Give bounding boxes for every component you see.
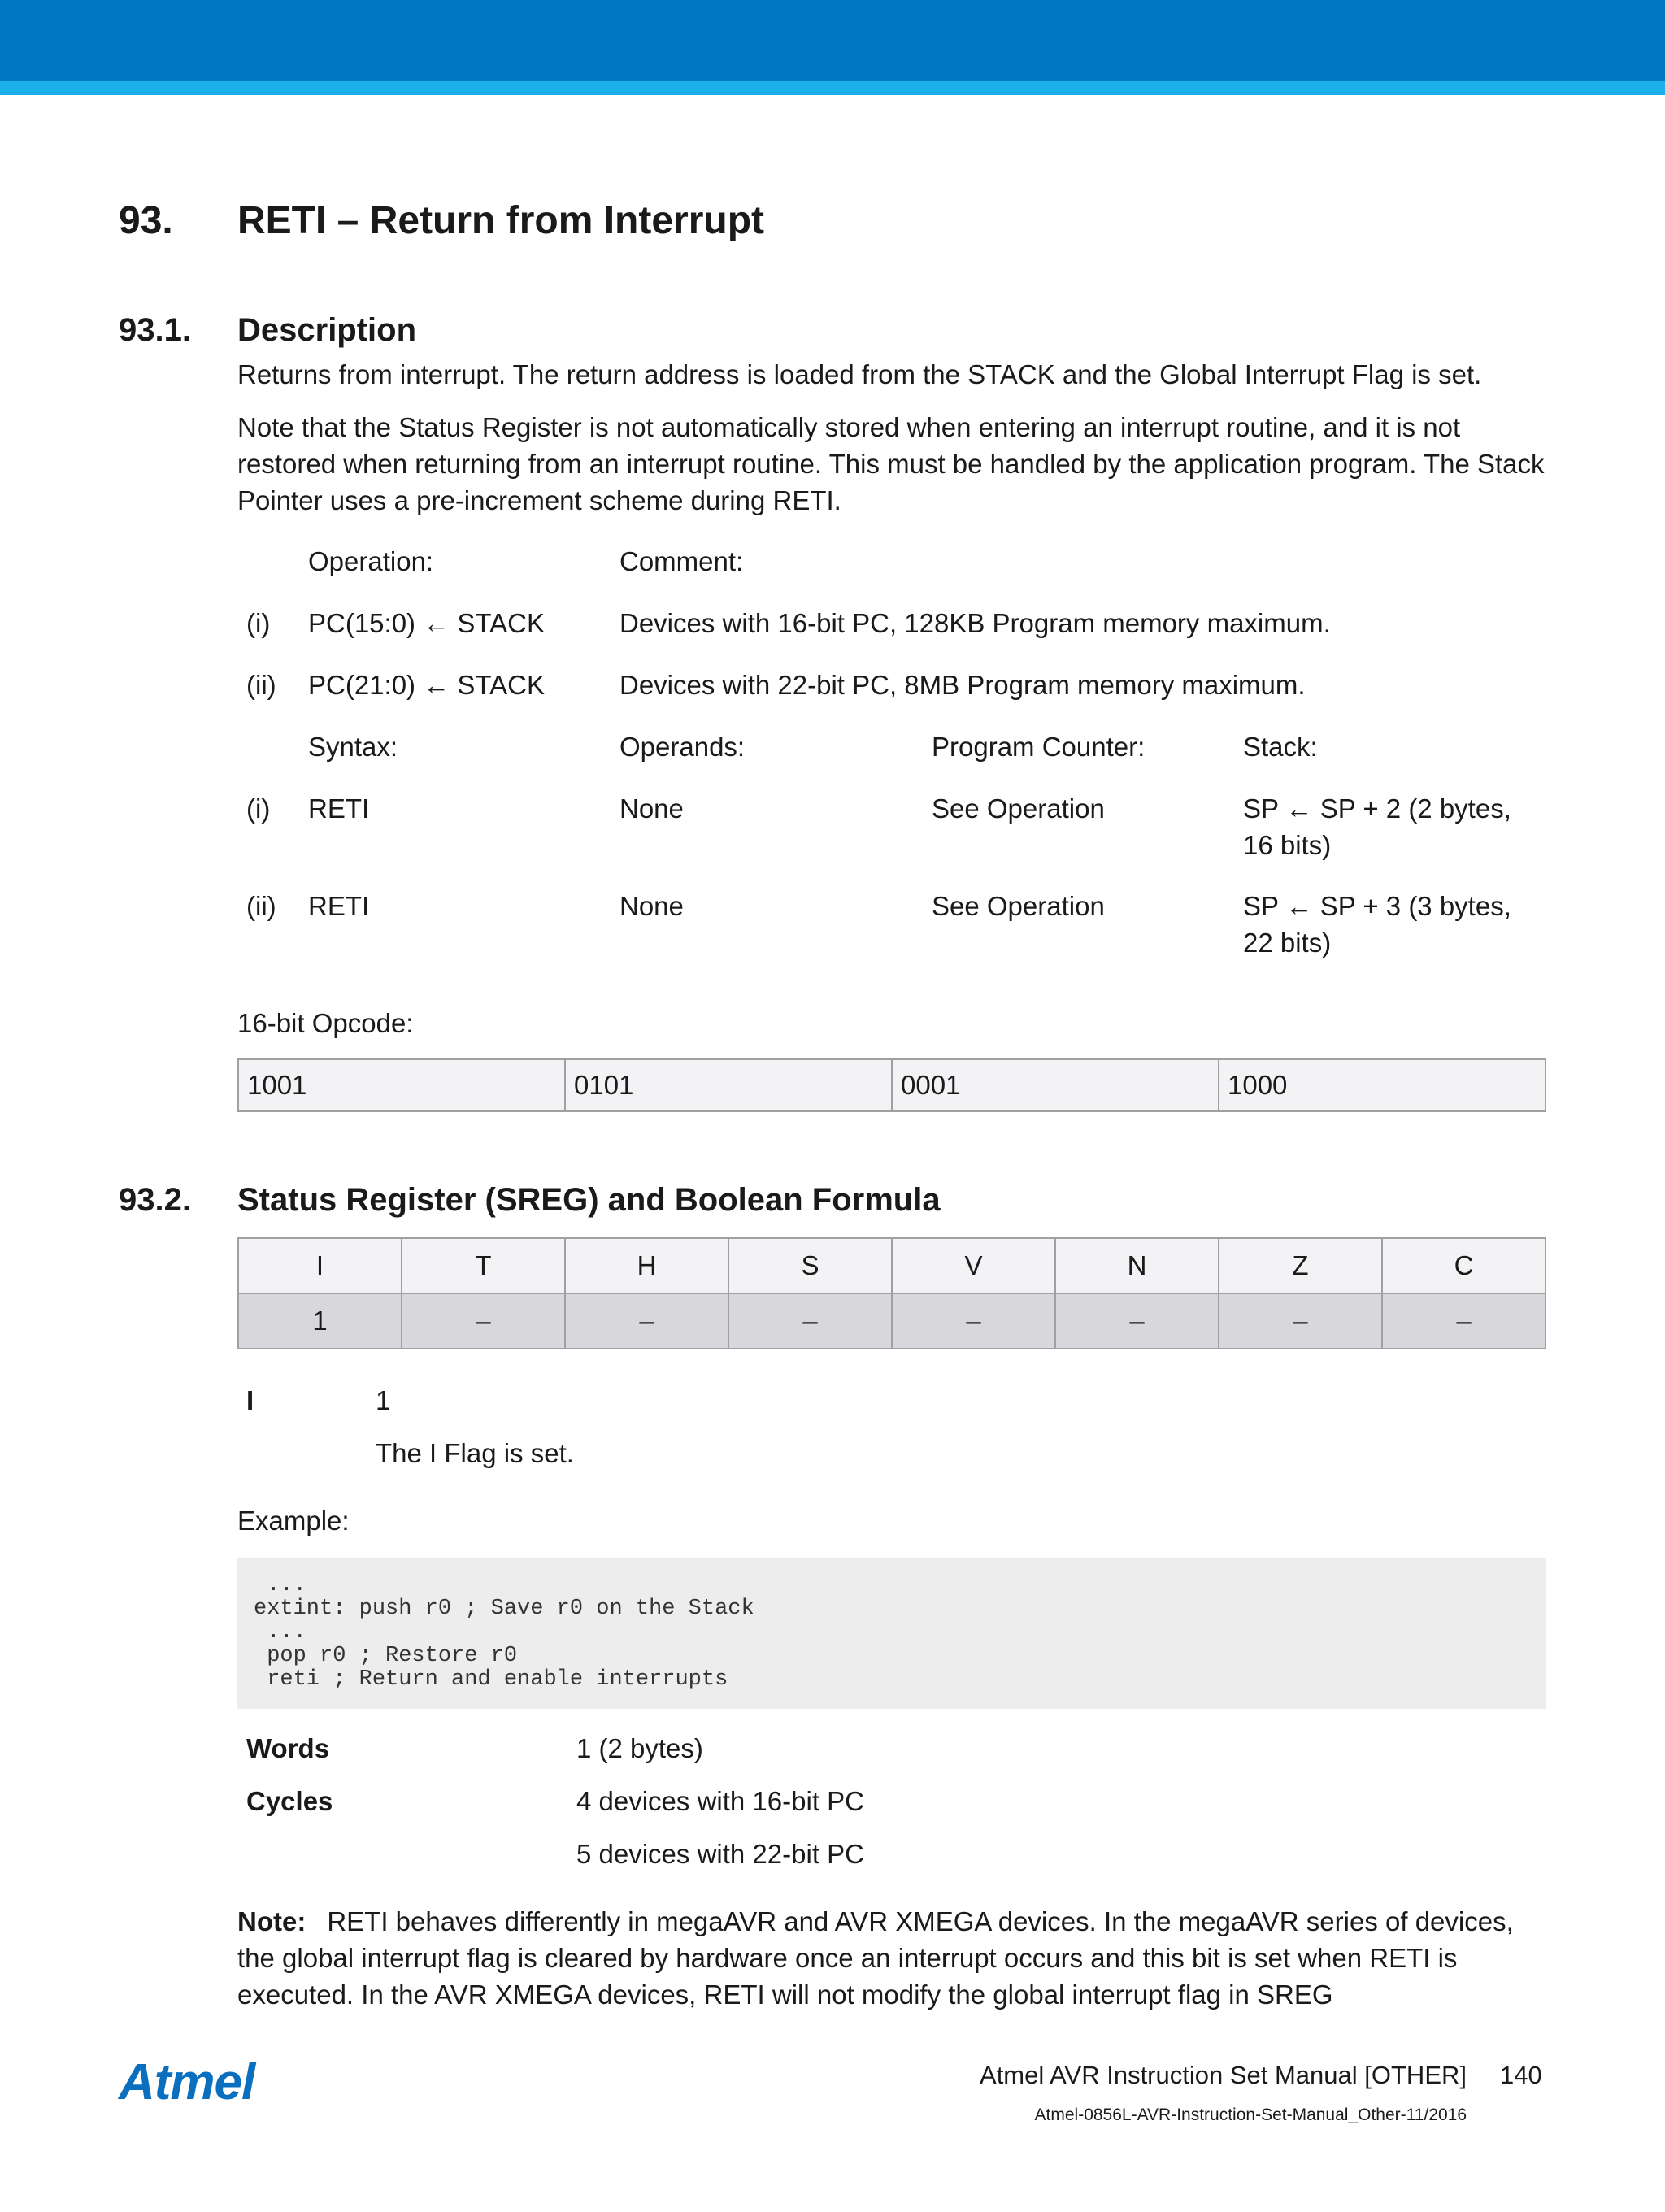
opcode-cell: 0101 [566,1060,893,1110]
section-title: RETI – Return from Interrupt [237,199,765,242]
code-line: ... [254,1620,306,1645]
sreg-value: 1 [239,1294,402,1348]
description-para-1: Returns from interrupt. The return address is loaded from the STACK and the Global Interrupt Flag is set. [237,359,1482,389]
syntax-index: (ii) [246,891,276,921]
code-line: ... [254,1573,306,1597]
sreg-flag: C [1454,1250,1474,1280]
syntax-stack-line2: 22 bits) [1243,928,1332,958]
cycles-value: 5 devices with 22-bit PC [576,1839,864,1869]
sreg-flag: N [1056,1239,1219,1293]
sreg-value: – [1056,1294,1219,1348]
header-band [0,0,1665,81]
sreg-value: – [566,1294,729,1348]
stack-header: Stack: [1243,732,1318,762]
flag-detail-name: I [246,1385,254,1415]
page-number: 140 [1500,2061,1542,2089]
sreg-flag: T [402,1239,566,1293]
syntax-program-counter: See Operation [932,793,1105,824]
syntax-operands: None [619,891,684,921]
sreg-value: – [1456,1306,1472,1336]
syntax-stack-line2: 16 bits) [1243,830,1332,860]
subsection-heading: Status Register (SREG) and Boolean Formula [237,1182,941,1218]
syntax-stack-line1: SP ← SP + 3 (3 bytes, [1243,891,1511,921]
flag-detail-value: 1 [376,1385,391,1415]
sreg-flag-row [239,1239,1545,1294]
example-label: Example: [237,1506,350,1536]
footer-title: Atmel AVR Instruction Set Manual [OTHER] [980,2061,1467,2089]
sreg-value: – [729,1294,893,1348]
sreg-value: – [893,1294,1056,1348]
operation-index: (i) [246,608,271,638]
description-para-2: Note that the Status Register is not automatically stored when entering an interrupt routine, and it is not restored when returning from an interrupt routine. This must be handled by the application program. The Stack Pointer uses a pre-increment scheme during RETI. [237,412,1545,515]
sreg-flag: H [566,1239,729,1293]
sreg-flag: Z [1219,1239,1383,1293]
operation-index: (ii) [246,670,276,700]
syntax-program-counter: See Operation [932,891,1105,921]
header-band-accent [0,81,1665,95]
sreg-flag: I [239,1239,402,1293]
words-value: 1 (2 bytes) [576,1733,703,1763]
code-line: reti ; Return and enable interrupts [254,1667,728,1692]
atmel-logo: Atmel [119,2054,255,2110]
operation-expr: PC(21:0) ← STACK [308,670,545,700]
words-label: Words [246,1733,330,1763]
program-counter-header: Program Counter: [932,732,1146,762]
syntax-mnemonic: RETI [308,891,370,921]
operation-comment: Devices with 22-bit PC, 8MB Program memory maximum. [619,670,1306,700]
sreg-value-row [239,1294,1545,1348]
syntax-operands: None [619,793,684,824]
sreg-flag: S [729,1239,893,1293]
note-text: RETI behaves differently in megaAVR and AVR XMEGA devices. In the megaAVR series of devices, the global interrupt flag is cleared by hardware once an interrupt occurs and this bit is set when RETI is executed. In the AVR XMEGA devices, RETI will not modify the global interrupt flag in SREG [237,1906,1514,2010]
syntax-index: (i) [246,793,271,824]
opcode-cell: 0001 [893,1060,1219,1110]
section-number: 93. [119,199,173,242]
opcode-cell: 1000 [1228,1070,1288,1100]
opcode-label: 16-bit Opcode: [237,1008,414,1038]
document-id: Atmel-0856L-AVR-Instruction-Set-Manual_Other-11/2016 [1034,2106,1467,2124]
sreg-value: – [1219,1294,1383,1348]
syntax-header: Syntax: [308,732,398,762]
opcode-cell: 1001 [239,1060,566,1110]
code-line: pop r0 ; Restore r0 [254,1644,518,1668]
syntax-mnemonic: RETI [308,793,370,824]
operation-header: Operation: [308,546,434,576]
note [237,1903,1548,2013]
subsection-number: 93.2. [119,1182,191,1218]
sreg-flag: V [893,1239,1056,1293]
operation-expr: PC(15:0) ← STACK [308,608,545,638]
opcode-table [237,1058,1546,1112]
comment-header: Comment: [619,546,744,576]
code-block [237,1558,1546,1709]
sreg-value: – [402,1294,566,1348]
cycles-label: Cycles [246,1786,333,1816]
syntax-stack-line1: SP ← SP + 2 (2 bytes, [1243,793,1511,824]
flag-detail-text: The I Flag is set. [376,1438,574,1468]
subsection-number: 93.1. [119,312,191,348]
operation-comment: Devices with 16-bit PC, 128KB Program memory maximum. [619,608,1331,638]
subsection-heading: Description [237,312,417,348]
code-line: extint: push r0 ; Save r0 on the Stack [254,1597,754,1621]
operands-header: Operands: [619,732,746,762]
note-label: Note: [237,1906,306,1936]
sreg-table [237,1237,1546,1349]
cycles-value: 4 devices with 16-bit PC [576,1786,864,1816]
